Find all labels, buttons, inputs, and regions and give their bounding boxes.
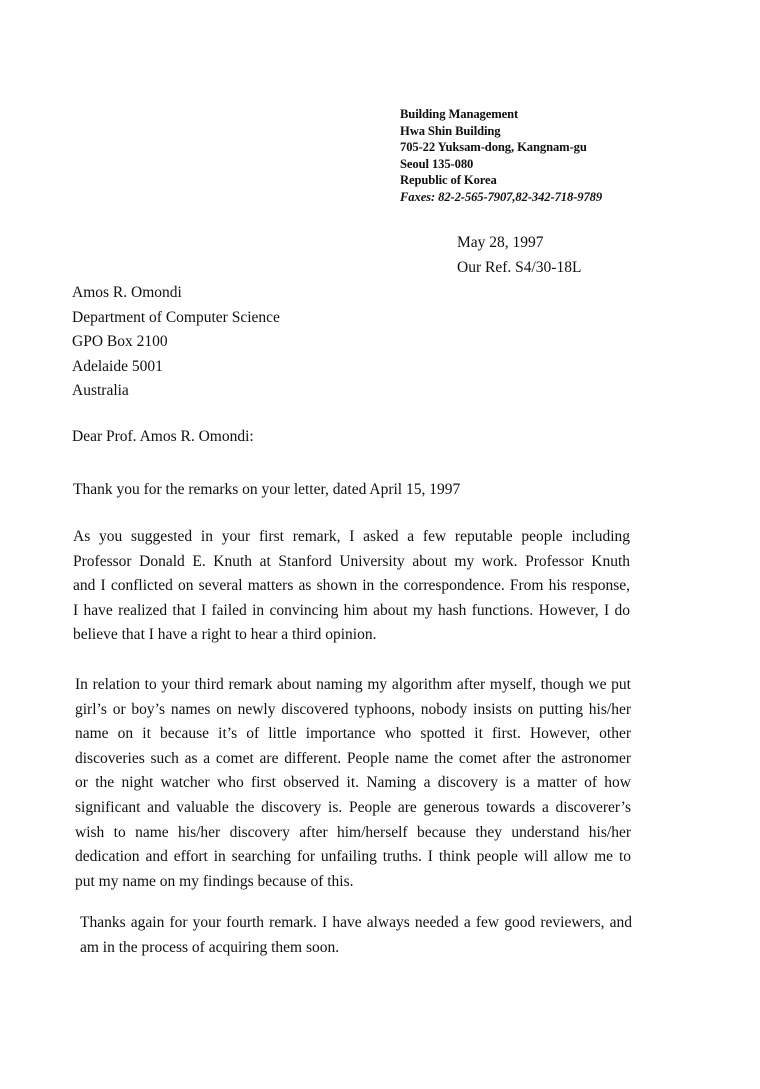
recipient-country: Australia [72, 382, 129, 400]
recipient-po-box: GPO Box 2100 [72, 333, 168, 351]
paragraph-first-remark [73, 525, 630, 648]
letterhead-city: Seoul 135-080 [400, 156, 474, 171]
paragraph-line: name on it because it’s of little importance who spotted it first. However, other [75, 725, 631, 743]
letterhead [400, 106, 602, 206]
letter-date: May 28, 1997 [457, 234, 544, 251]
recipient-name: Amos R. Omondi [72, 284, 182, 301]
paragraph-line: I have realized that I failed in convincing him about my hash functions. However, I do [73, 601, 630, 619]
paragraph-line: Thanks again for your fourth remark. I have always needed a few good reviewers, and [80, 914, 632, 931]
paragraph-line: As you suggested in your first remark, I asked a few reputable people including [73, 528, 630, 545]
paragraph-line: dedication and effort in searching for unfailing truths. I think people will allow me to [75, 848, 631, 866]
reference-number: Our Ref. S4/30-18L [457, 259, 582, 276]
letterhead-country: Republic of Korea [400, 173, 497, 188]
paragraph-line: and I conflicted on several matters as shown in the correspondence. From his response, [73, 577, 630, 595]
letterhead-building: Hwa Shin Building [400, 123, 501, 138]
paragraph-line: significant and valuable the discovery is. People are generous towards a discoverer’s [75, 798, 631, 816]
paragraph-line: Professor Donald E. Knuth at Stanford University about my work. Professor Knuth [73, 552, 630, 570]
paragraph-third-remark [75, 673, 631, 894]
letterhead-street: 705-22 Yuksam-dong, Kangnam-gu [400, 140, 587, 155]
recipient-city: Adelaide 5001 [72, 357, 163, 375]
paragraph-line: wish to name his/her discovery after him/herself because they understand his/her [75, 823, 631, 841]
recipient-address [72, 281, 280, 404]
paragraph-line: Thank you for the remarks on your letter, dated April 15, 1997 [73, 481, 461, 498]
paragraph-line: believe that I have a right to hear a third opinion. [73, 626, 377, 644]
salutation: Dear Prof. Amos R. Omondi: [72, 428, 254, 445]
paragraph-line: girl’s or boy’s names on newly discovered typhoons, nobody insists on putting his/her [75, 700, 631, 718]
recipient-department: Department of Computer Science [72, 308, 280, 326]
paragraph-thanks [73, 478, 460, 503]
letterhead-organization: Building Management [400, 107, 519, 121]
paragraph-line: In relation to your third remark about naming my algorithm after myself, though we put [75, 676, 631, 693]
paragraph-line: or the night watcher who first observed it. Naming a discovery is a matter of how [75, 774, 631, 792]
paragraph-fourth-remark [80, 911, 632, 960]
date-reference-block [457, 230, 581, 280]
paragraph-line: am in the process of acquiring them soon. [80, 938, 340, 956]
letterhead-fax: Faxes: 82-2-565-7907,82-342-718-9789 [400, 189, 603, 204]
paragraph-line: put my name on my findings because of this. [75, 872, 354, 890]
paragraph-line: discoveries such as a comet are different. People name the comet after the astronomer [75, 749, 631, 767]
